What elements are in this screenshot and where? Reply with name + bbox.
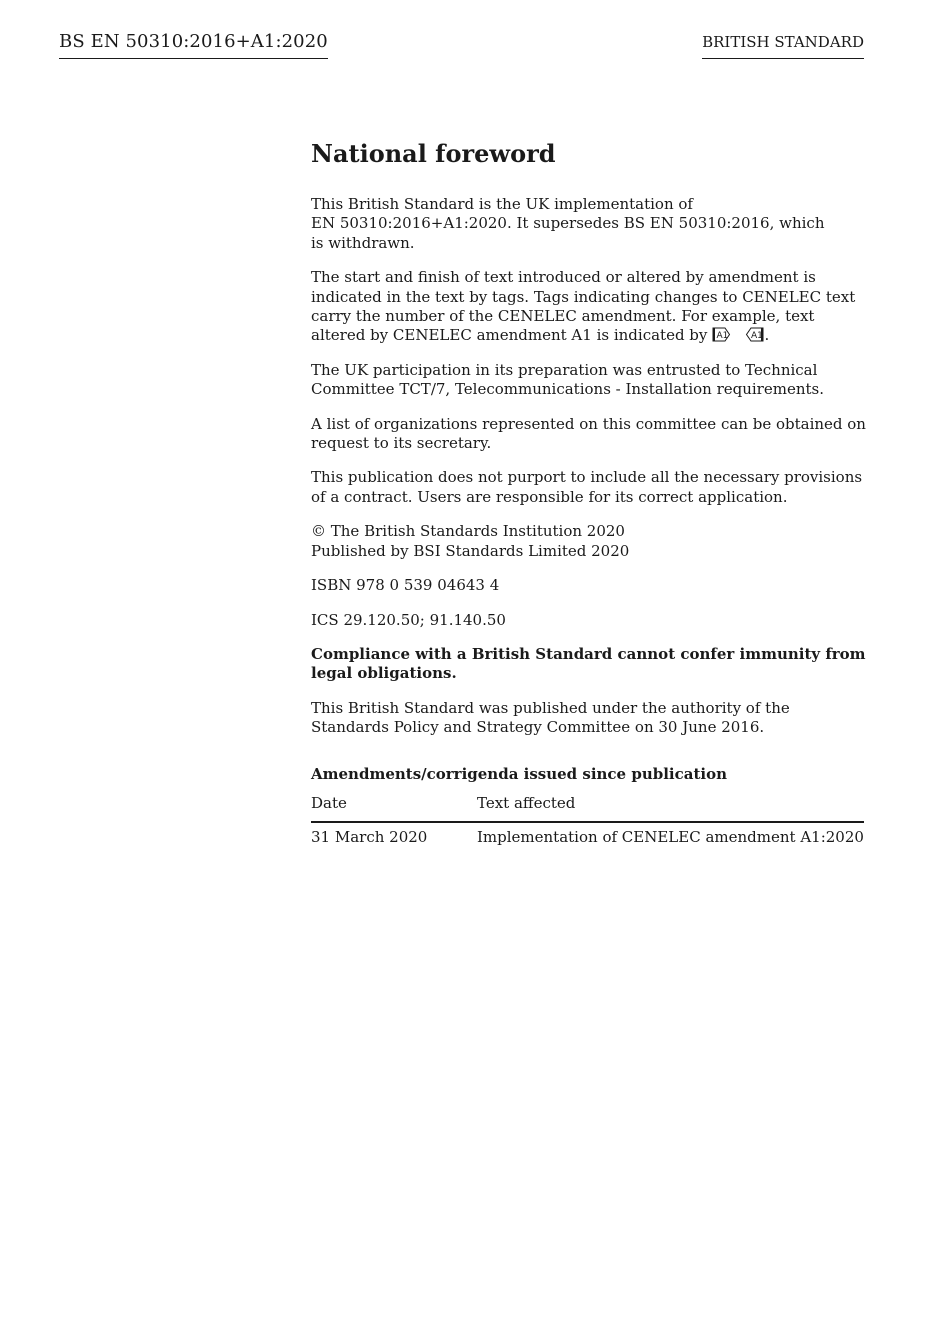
paragraph-implementation (311, 195, 867, 253)
close-tag-label: A1 (751, 331, 764, 342)
amendments-table (311, 794, 864, 847)
amendments-heading: Amendments/corrigenda issued since publication (311, 764, 727, 783)
column-header-text-affected: Text affected (477, 794, 864, 822)
copyright-line-1: © The British Standards Institution 2020 (311, 522, 625, 541)
open-tag-label: A1 (716, 331, 729, 342)
ics-codes: ICS 29.120.50; 91.140.50 (311, 610, 506, 629)
page-title: National foreword (311, 139, 556, 168)
table-header-row (311, 794, 864, 822)
amendment-open-tag-icon (712, 327, 731, 342)
implementation-line-1: This British Standard is the UK implementation of (311, 195, 693, 213)
main-content (311, 138, 867, 847)
paragraph-amendment-tags (311, 268, 867, 346)
paragraph-authority: This British Standard was published under the authority of the Standards Policy and Strategy Committee on 30 June 2016. (311, 698, 790, 737)
amendment-date: 31 March 2020 (311, 827, 428, 846)
document-category: BRITISH STANDARD (702, 33, 864, 59)
column-header-date: Date (311, 794, 477, 822)
paragraph-disclaimer: This publication does not purport to include all the necessary provisions of a contract. Users are responsible for its correct application. (311, 468, 863, 506)
amendment-tags-text: The start and finish of text introduced or altered by amendment is indicated in the text by tags. Tags indicating changes to CENELEC text carry the number of the CENELEC amendment. For example, text altered by CENELEC amendment A1 is indicated by (311, 268, 856, 345)
isbn: ISBN 978 0 539 04643 4 (311, 576, 500, 595)
copyright-line-2: Published by BSI Standards Limited 2020 (311, 541, 630, 560)
table-row (311, 822, 864, 847)
compliance-notice: Compliance with a British Standard cannot confer immunity from legal obligations. (311, 644, 866, 683)
paragraph-participation: The UK participation in its preparation was entrusted to Technical Committee TCT/7, Telecommunications - Installation requirements. (311, 360, 824, 399)
amendment-text-affected: Implementation of CENELEC amendment A1:2020 (477, 827, 864, 846)
paragraph-organizations: A list of organizations represented on this committee can be obtained on request to its secretary. (311, 414, 866, 453)
implementation-line-3: is withdrawn. (311, 233, 415, 252)
document-id: BS EN 50310:2016+A1:2020 (59, 31, 328, 59)
amendment-tags-end: . (764, 326, 770, 345)
amendment-close-tag-icon (745, 327, 764, 342)
implementation-line-2: EN 50310:2016+A1:2020. It supersedes BS EN 50310:2016, which (311, 214, 825, 233)
paragraph-copyright (311, 522, 867, 561)
